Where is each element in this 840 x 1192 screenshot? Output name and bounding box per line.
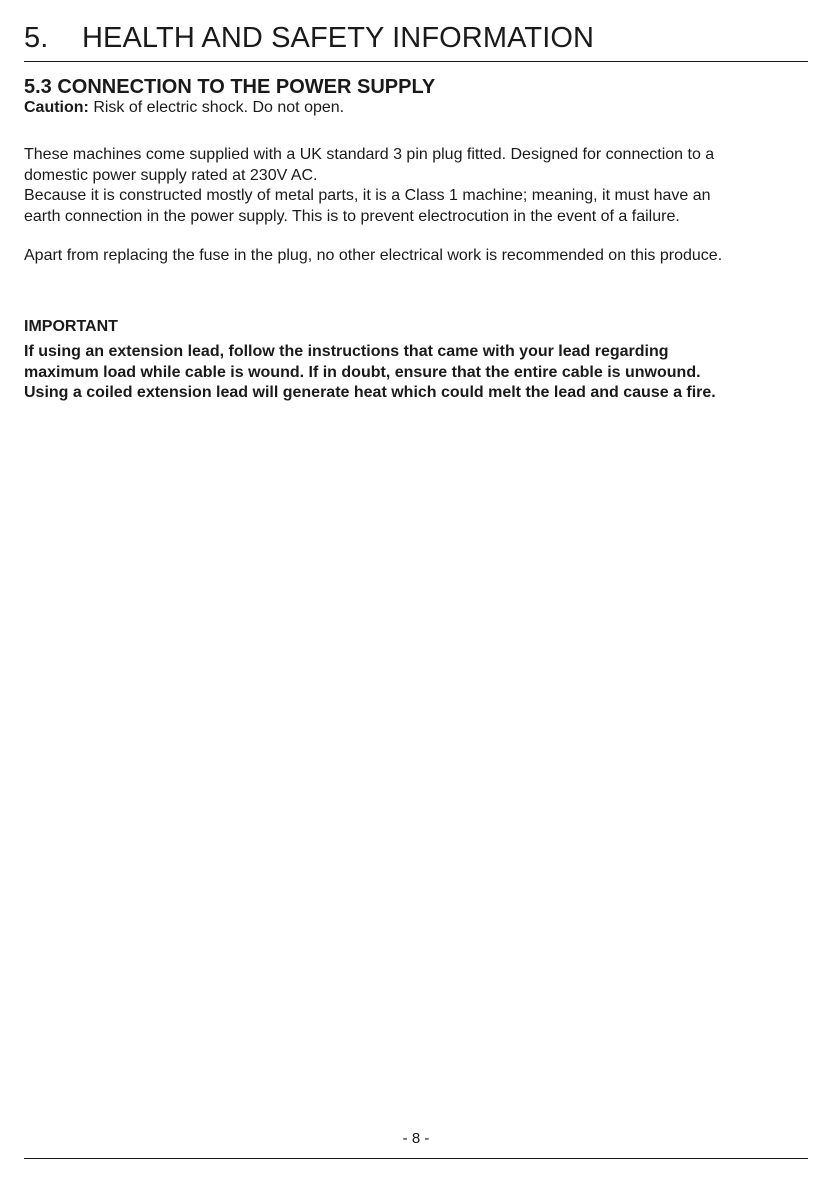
chapter-title — [24, 19, 594, 57]
important-warning — [24, 342, 716, 404]
chapter-number: 5. — [24, 22, 49, 54]
footer-divider — [24, 1158, 808, 1159]
power-supply-paragraph — [24, 145, 714, 227]
page-number: - 8 - — [402, 1130, 430, 1147]
warning-line: Using a coiled extension lead will generate heat which could melt the lead and cause a fire. — [24, 384, 716, 401]
chapter-title-text: HEALTH AND SAFETY INFORMATION — [82, 22, 595, 54]
important-heading: IMPORTANT — [24, 318, 118, 335]
warning-line: maximum load while cable is wound. If in doubt, ensure that the entire cable is unwound. — [24, 363, 701, 381]
paragraph-line: earth connection in the power supply. This is to prevent electrocution in the event of a failure. — [24, 207, 680, 225]
document-page — [24, 0, 808, 1192]
paragraph-line: domestic power supply rated at 230V AC. — [24, 166, 318, 184]
header-divider — [24, 61, 808, 62]
caution-line — [24, 98, 344, 118]
warning-line: If using an extension lead, follow the instructions that came with your lead regarding — [24, 343, 669, 360]
paragraph-line: Because it is constructed mostly of metal parts, it is a Class 1 machine; meaning, it must have an — [24, 187, 711, 204]
caution-text: Risk of electric shock. Do not open. — [88, 99, 345, 116]
caution-label: Caution: — [24, 99, 89, 116]
section-title: 5.3 CONNECTION TO THE POWER SUPPLY — [24, 76, 436, 98]
electrical-work-paragraph: Apart from replacing the fuse in the plug, no other electrical work is recommended on this produce. — [24, 247, 723, 264]
paragraph-line: These machines come supplied with a UK standard 3 pin plug fitted. Designed for connection to a — [24, 146, 715, 163]
